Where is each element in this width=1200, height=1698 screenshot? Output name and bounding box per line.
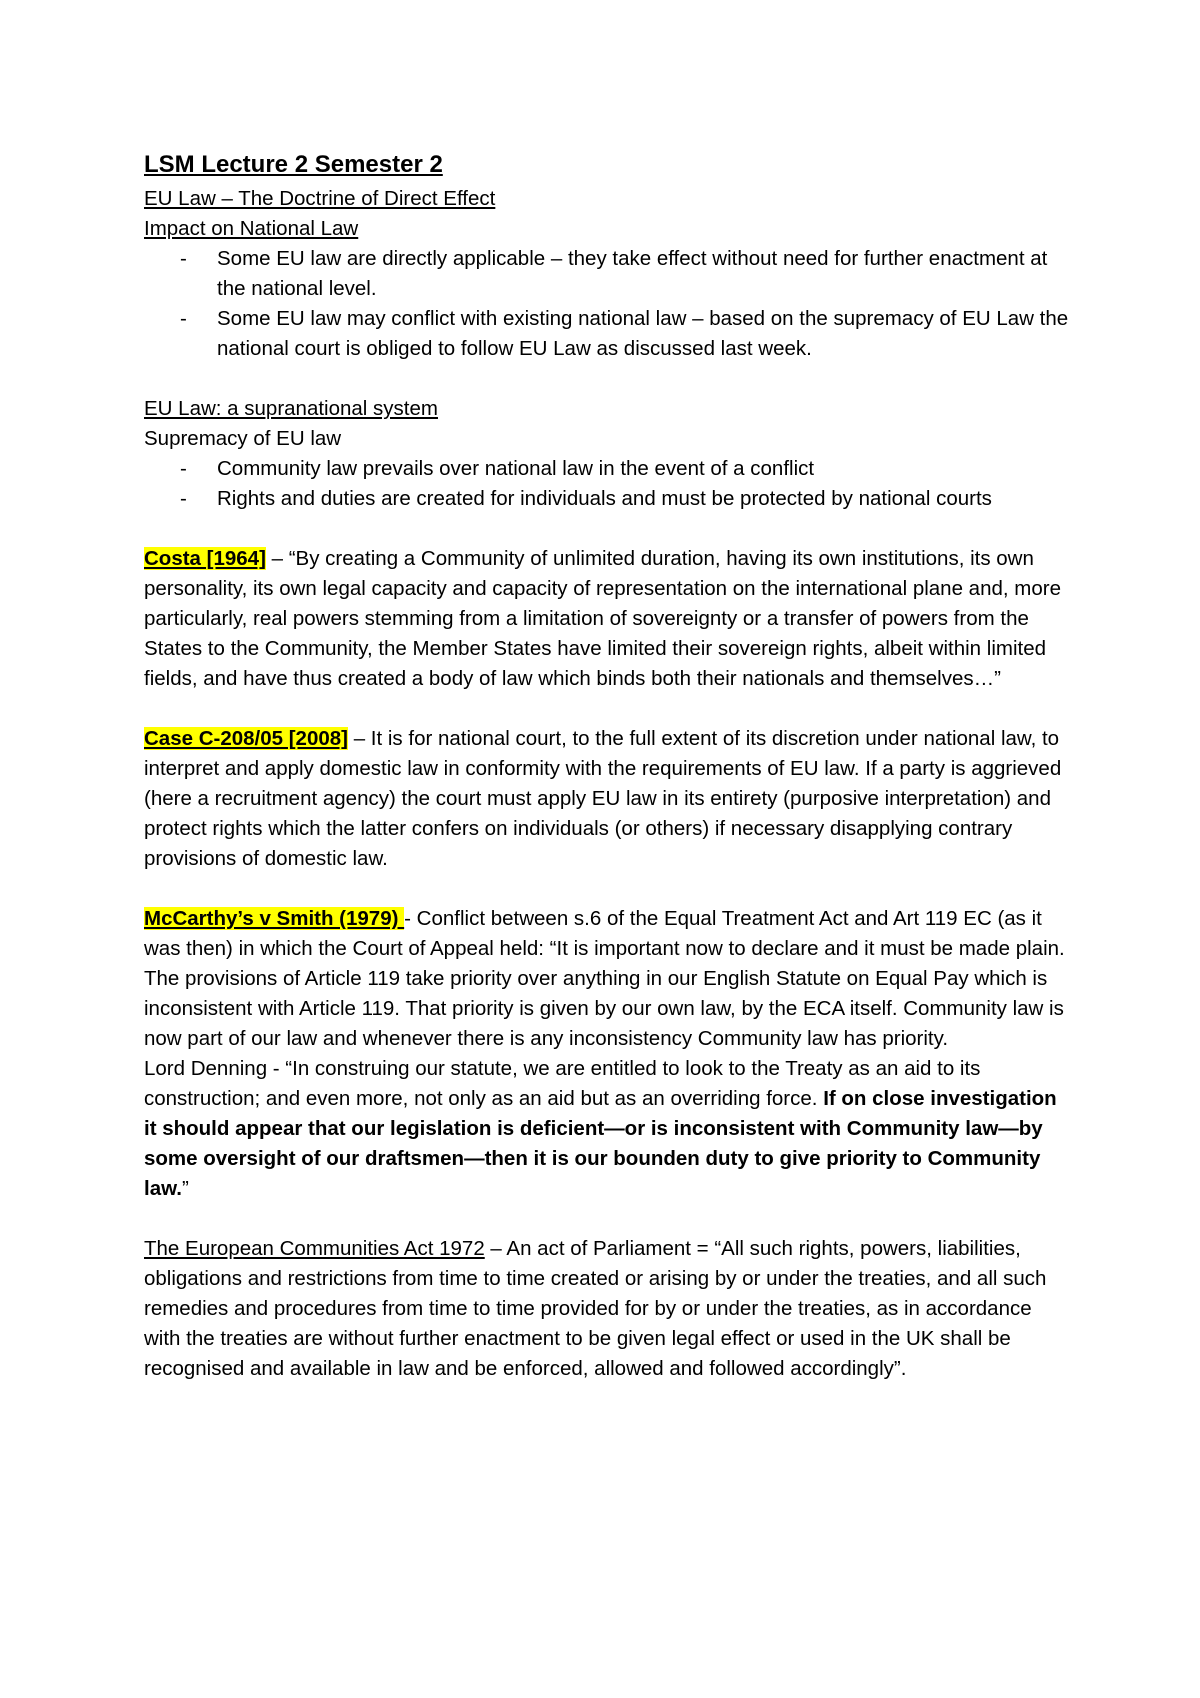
list-item: - Some EU law may conflict with existing national law – based on the supremacy of EU Law the national court is obliged to follow EU Law as discussed last week. (217, 304, 1070, 364)
impact-bullet-list (144, 244, 1070, 364)
spacer (144, 514, 1070, 544)
denning-paragraph (144, 1054, 1070, 1204)
list-item: - Rights and duties are created for individuals and must be protected by national courts (217, 484, 1070, 514)
eca-act-title: The European Communities Act 1972 (144, 1237, 485, 1260)
c208-text: – It is for national court, to the full extent of its discretion under national law, to interpret and apply domestic law in conformity with the requirements of EU law. If a party is aggrieved (here a recruitment agency) the court must apply EU law in its entirety (purposive interpretation) and protect rights which the latter confers on individuals (or others) if necessary disapplying contrary provisions of domestic law. (144, 727, 1062, 870)
page-title: LSM Lecture 2 Semester 2 (144, 151, 443, 178)
costa-text: – “By creating a Community of unlimited duration, having its own institutions, its own personality, its own legal capacity and capacity of representation on the international plane and, more particularly, real powers stemming from a limitation of sovereignty or a transfer of powers from the States to the Community, the Member States have limited their sovereign rights, albeit within limited fields, and have thus created a body of law which binds both their nationals and themselves…” (144, 547, 1061, 690)
mccarthy-paragraph (144, 904, 1070, 1054)
section-subheading-impact: Impact on National Law (144, 217, 359, 240)
denning-end-quote: ” (181, 1177, 189, 1200)
spacer (144, 874, 1070, 904)
spacer (144, 364, 1070, 394)
eca-paragraph (144, 1234, 1070, 1384)
spacer (144, 694, 1070, 724)
spacer (144, 1204, 1070, 1234)
supremacy-bullet-list (144, 454, 1070, 514)
eca-text: – An act of Parliament = “All such rights, powers, liabilities, obligations and restrictions from time to time created or arising by or under the treaties, and all such remedies and procedures from time to time provided for by or under the treaties, as in accordance with the treaties are without further enactment to be given legal effect or used in the UK shall be recognised and available in law and be enforced, allowed and followed accordingly”. (144, 1237, 1047, 1380)
list-item: - Community law prevails over national law in the event of a conflict (217, 454, 1070, 484)
case-citation-mccarthy: McCarthy’s v Smith (1979) (144, 907, 405, 930)
denning-text: Lord Denning - “In construing our statute, we are entitled to look to the Treaty as an aid to its construction; and even more, not only as an aid but as an overriding force. (144, 1057, 981, 1110)
section-heading-supranational: EU Law: a supranational system (144, 397, 438, 420)
case-citation-c208: Case C-208/05 [2008] (144, 727, 348, 750)
costa-paragraph (144, 544, 1070, 694)
mccarthy-text: - Conflict between s.6 of the Equal Treatment Act and Art 119 EC (as it was then) in which the Court of Appeal held: “It is important now to declare and it must be made plain. The provisions of Article 119 take priority over anything in our English Statute on Equal Pay which is inconsistent with Article 119. That priority is given by our own law, by the ECA itself. Community law is now part of our law and whenever there is any inconsistency Community law has priority. (144, 907, 1065, 1050)
list-item: - Some EU law are directly applicable – they take effect without need for further enactment at the national level. (217, 244, 1070, 304)
c208-paragraph (144, 724, 1070, 874)
case-citation-costa: Costa [1964] (144, 547, 266, 570)
section-heading-direct-effect: EU Law – The Doctrine of Direct Effect (144, 187, 496, 210)
denning-bold-text: If on close investigation it should appear that our legislation is deficient—or is inconsistent with Community law—by some oversight of our draftsmen—then it is our bounden duty to give priority to Community law. (144, 1087, 1057, 1200)
section-subheading-supremacy: Supremacy of EU law (144, 427, 342, 450)
